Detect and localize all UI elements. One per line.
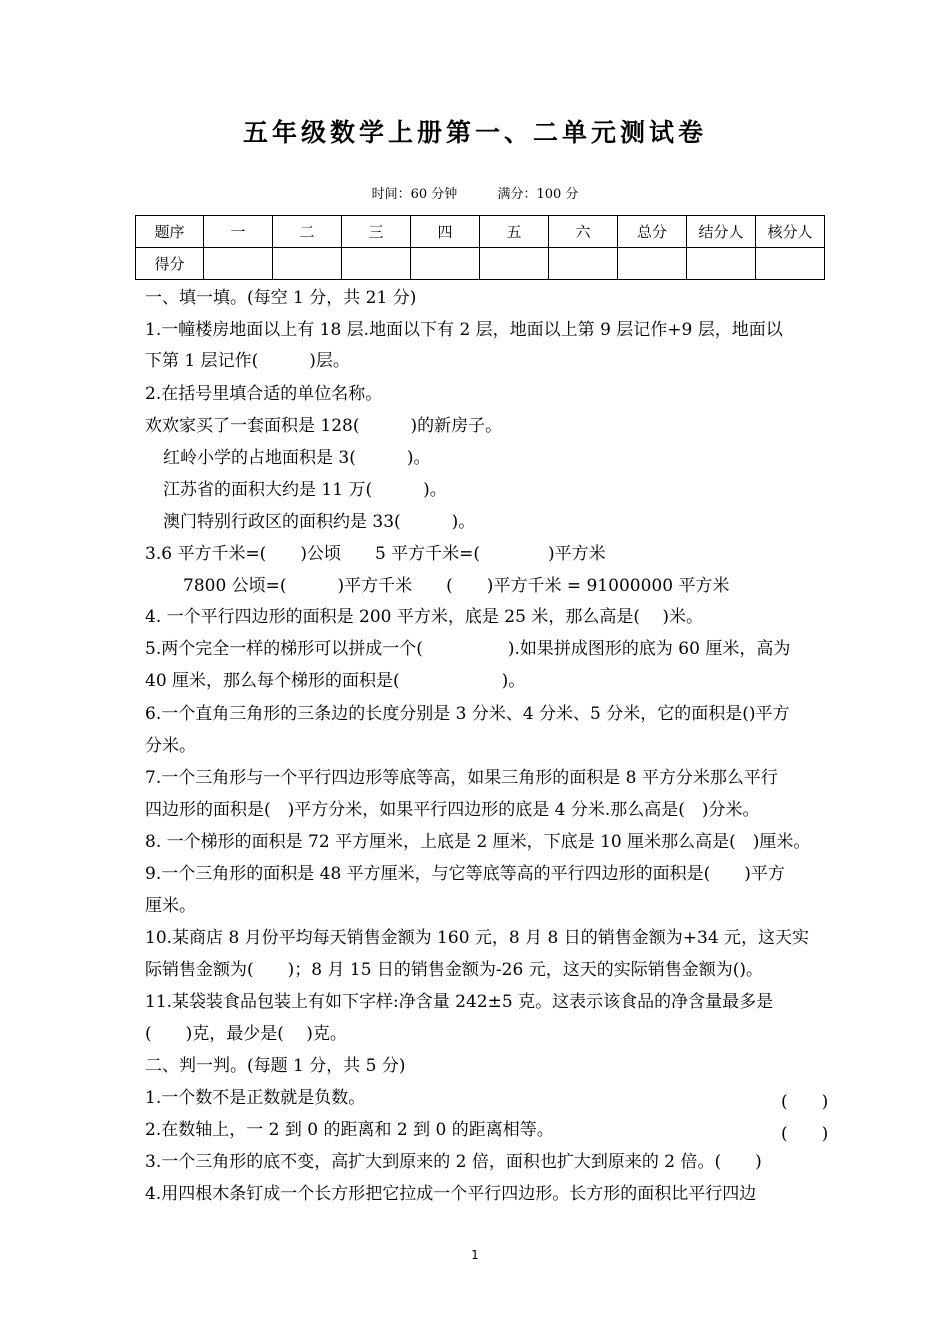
question-line: 5.两个完全一样的梯形可以拼成一个( ).如果拼成图形的底为 60 厘米，高为 [145,639,791,659]
question-line: 四边形的面积是( )平方分米，如果平行四边形的底是 4 分米.那么高是( )分米。 [145,800,760,820]
question-line: 4. 一个平行四边形的面积是 200 平方米，底是 25 米，那么高是( )米。 [145,607,703,627]
question-line: 3.6 平方千米=( )公顷 5 平方千米=( )平方米 [145,544,606,564]
score-table-header: 四 [411,216,480,248]
question-line: 7800 公顷=( )平方千米 ( )平方千米 = 91000000 平方米 [183,576,730,596]
question-line: 1.一个数不是正数就是负数。 [145,1088,366,1108]
question-line: 10.某商店 8 月份平均每天销售金额为 160 元，8 月 8 日的销售金额为+34 元，这天实 [145,928,810,948]
exam-full-score: 满分：100 分 [497,187,579,202]
answer-paren: ( ) [781,1124,829,1144]
question-line: 厘米。 [145,896,196,916]
score-cell [549,248,618,280]
question-line: 2.在括号里填合适的单位名称。 [145,384,383,404]
question-line: 分米。 [145,736,196,756]
question-line: 7.一个三角形与一个平行四边形等底等高，如果三角形的面积是 8 平方分米那么平行 [145,768,778,788]
page-number: 1 [471,1248,479,1262]
question-line: 9.一个三角形的面积是 48 平方厘米，与它等底等高的平行四边形的面积是( )平方 [145,864,785,884]
score-cell [273,248,342,280]
score-table-header: 结分人 [687,216,756,248]
score-table-header: 三 [342,216,411,248]
question-line: 1.一幢楼房地面以上有 18 层.地面以下有 2 层，地面以上第 9 层记作+9 层，地面以 [145,320,783,340]
question-line: 40 厘米，那么每个梯形的面积是( )。 [145,671,526,691]
score-table-header: 二 [273,216,342,248]
question-line: 澳门特别行政区的面积约是 33( )。 [163,512,476,532]
score-table-header: 一 [204,216,273,248]
score-table [135,215,825,280]
score-table-header-row [136,216,825,248]
question-line: 2.在数轴上，一 2 到 0 的距离和 2 到 0 的距离相等。 [145,1120,554,1140]
question-line: 欢欢家买了一套面积是 128( )的新房子。 [145,416,503,436]
question-line: 江苏省的面积大约是 11 万( )。 [163,480,447,500]
answer-paren: ( ) [781,1092,829,1112]
score-table-header: 题序 [136,216,204,248]
score-table-header: 总分 [618,216,687,248]
question-line: 际销售金额为( )；8 月 15 日的销售金额为-26 元，这天的实际销售金额为()。 [145,960,763,980]
exam-time: 时间：60 分钟 [371,187,458,202]
score-cell [204,248,273,280]
score-cell [480,248,549,280]
question-line: 8. 一个梯形的面积是 72 平方厘米，上底是 2 厘米，下底是 10 厘米那么高是( )厘米。 [145,832,811,852]
question-line: 11.某袋装食品包装上有如下字样:净含量 242±5 克。这表示该食品的净含量最多是 [145,992,774,1012]
score-table-score-row [136,248,825,280]
score-row-label: 得分 [136,248,204,280]
score-table-header: 核分人 [756,216,825,248]
score-cell [342,248,411,280]
question-line: 下第 1 层记作( )层。 [145,351,350,371]
score-cell [756,248,825,280]
question-line: 3.一个三角形的底不变，高扩大到原来的 2 倍，面积也扩大到原来的 2 倍。( ) [145,1152,762,1172]
exam-meta [0,183,950,202]
section-heading: 二、判一判。(每题 1 分，共 5 分) [145,1056,406,1076]
page-title: 五年级数学上册第一、二单元测试卷 [242,118,707,147]
score-cell [687,248,756,280]
score-table-header: 五 [480,216,549,248]
section-heading: 一、填一填。(每空 1 分，共 21 分) [145,288,417,308]
score-table-header: 六 [549,216,618,248]
question-line: 4.用四根木条钉成一个长方形把它拉成一个平行四边形。长方形的面积比平行四边 [145,1184,757,1204]
question-line: 红岭小学的占地面积是 3( )。 [163,448,431,468]
question-line: 6.一个直角三角形的三条边的长度分别是 3 分米、4 分米、5 分米，它的面积是()平方 [145,704,790,724]
question-line: ( )克，最少是( )克。 [145,1024,347,1044]
score-cell [618,248,687,280]
score-cell [411,248,480,280]
